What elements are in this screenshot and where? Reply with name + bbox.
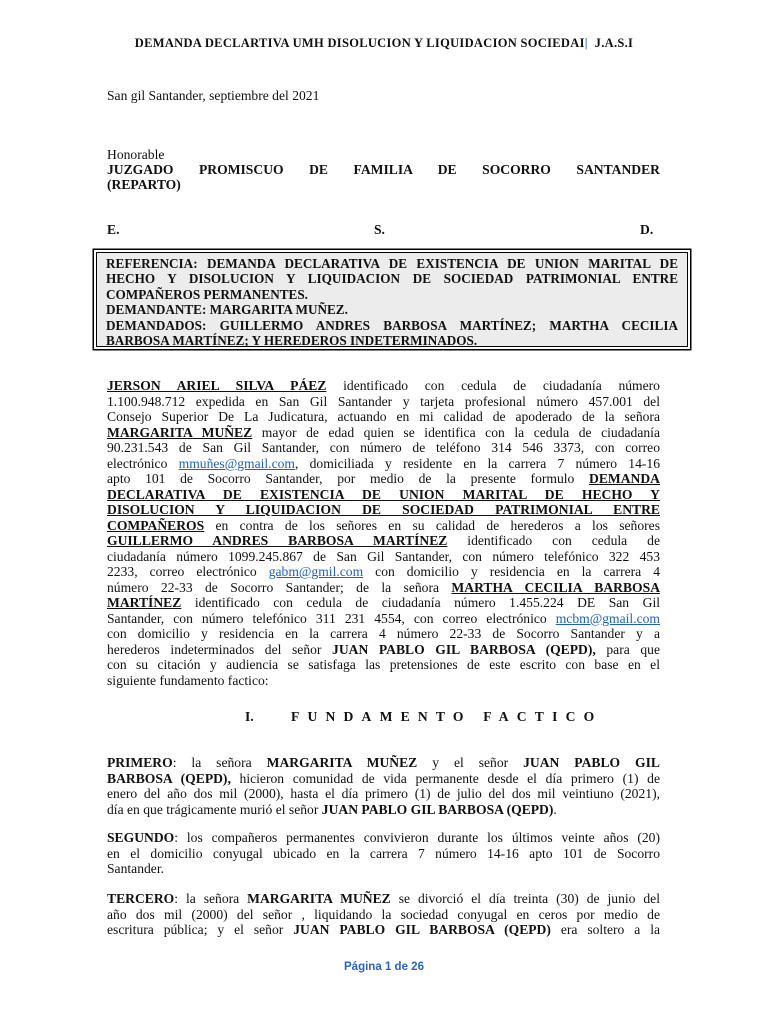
intro-text: ciudadanía número 1099.245.867 de San Gil Santander, con número telefónico 322 453 [107, 548, 660, 564]
fact-text: Santander. [107, 861, 165, 876]
page-current: 1 [384, 961, 392, 973]
page-label: Página [344, 961, 382, 973]
fact-text: : la señora [174, 891, 248, 906]
claim-title: DEMANDA [589, 471, 660, 486]
intro-paragraph [107, 378, 660, 688]
lawyer-name: JERSON ARIEL SILVA PÁEZ [107, 378, 327, 393]
intro-text: apto 101 de Socorro Santander, por medio de la presente formulo [107, 471, 590, 486]
reference-line: REFERENCIA: DEMANDA DECLARATIVA DE EXISTENCIA DE UNION MARITAL DE HECHO Y DISOLUCION Y LIQUIDACION DE SOCIEDAD PATRIMONIAL ENTRE COMPAÑEROS PERMANENTES. [106, 256, 678, 302]
page-of: de [394, 961, 408, 973]
person-name: MARGARITA MUÑEZ [247, 891, 391, 906]
fact-text: se divorció el día treinta (30) de junio del [390, 891, 660, 906]
court-name: JUZGADO PROMISCUO DE FAMILIA DE SOCORRO SANTANDER [107, 162, 660, 177]
fact-text: hicieron comunidad de vida permanente desde el día primero (1) de [230, 770, 660, 786]
fact-text: era soltero a la [550, 922, 660, 937]
header-title: DEMANDA DECLARTIVA UMH DISOLUCION Y LIQUIDACION SOCIEDAI [134, 36, 585, 50]
defendant-name: MARTÍNEZ [107, 595, 182, 610]
intro-text: 2233, correo electrónico [107, 564, 269, 579]
running-header [0, 36, 768, 51]
intro-text: , domiciliada y residente en la carrera 7 número 14-16 [294, 455, 661, 471]
intro-text: con domicilio y residencia en la carrera 4 número 22-33 de Socorro Santander y a [107, 626, 660, 641]
deceased-name: JUAN PABLO GIL BARBOSA (QEPD), [332, 641, 596, 657]
intro-text: siguiente fundamento factico: [107, 672, 269, 688]
fact-label: PRIMERO [107, 755, 173, 770]
defendant-email-link[interactable]: gabm@gmil.com [268, 564, 364, 579]
intro-text: con domicilio y residencia en la carrera 4 [363, 564, 660, 579]
fact-text: año dos mil (2000) del señor , liquidando la sociedad conyugal en ceros por medio de [107, 906, 660, 922]
page-footer [0, 961, 768, 973]
plaintiff-email-link[interactable]: mmuñes@gmail.com [178, 455, 295, 471]
fact-primero [107, 755, 660, 817]
fact-text: enero del año dos mil (2000), hasta el día primero (1) de julio del dos mil veintiuno (2021), [107, 786, 660, 801]
claim-title: COMPAÑEROS [107, 517, 205, 533]
plaintiff-line: DEMANDANTE: MARGARITA MUÑEZ. [106, 302, 348, 318]
intro-text: electrónico [107, 455, 179, 471]
intro-text: 1.100.948.712 expedida en San Gil Santander y tarjeta profesional número 457.001 del [107, 393, 660, 409]
intro-text: Consejo Superior De La Judicatura, actuando en mi calidad de apoderado de la señora [107, 409, 660, 424]
honorable-label: Honorable [107, 147, 165, 162]
fact-text: : los compañeros permanentes convivieron durante los últimos veinte años (20) [174, 830, 660, 845]
fact-text: día en que trágicamente murió el señor [107, 801, 322, 817]
intro-text: en contra de los señores en su calidad de herederos a los señores [204, 517, 660, 533]
section-title: FUNDAMENTO FACTICO [291, 709, 603, 724]
plaintiff-name: MARGARITA MUÑEZ [107, 424, 253, 440]
defendant-email-link-2[interactable]: mcbm@gmail.com [555, 610, 660, 626]
person-name: JUAN PABLO GIL BARBOSA (QEPD) [293, 922, 551, 937]
person-name: JUAN PABLO GIL [523, 755, 660, 770]
fact-text: y el señor [417, 755, 524, 770]
claim-title: DISOLUCION Y LIQUIDACION DE SOCIEDAD PATRIMONIAL ENTRE [107, 502, 660, 517]
fact-segundo [107, 830, 660, 877]
person-name: JUAN PABLO GIL BARBOSA (QEPD) [321, 801, 554, 817]
fact-text: . [553, 801, 557, 817]
header-separator: | [584, 36, 588, 50]
person-name: BARBOSA (QEPD), [107, 770, 231, 786]
fact-text: escritura pública; y el señor [107, 922, 294, 937]
intro-text: mayor de edad quien se identifica con la cedula de ciudadanía [252, 424, 660, 440]
intro-text: con su citación y audiencia se satisfaga las pretensiones de este escrito con base en el [107, 657, 660, 672]
reference-box [96, 252, 688, 347]
page-total: 26 [411, 961, 424, 973]
intro-text: identificado con cedula de [447, 533, 660, 548]
defendant-name: MARTHA CECILIA BARBOSA [451, 579, 661, 595]
defendants-line: DEMANDADOS: GUILLERMO ANDRES BARBOSA MARTÍNEZ; MARTHA CECILIA BARBOSA MARTÍNEZ; Y HEREDEROS INDETERMINADOS. [106, 317, 678, 349]
fact-label: TERCERO [107, 891, 175, 906]
esd-e: E. [107, 222, 120, 237]
fact-text: : la señora [172, 755, 267, 770]
defendant-name: GUILLERMO ANDRES BARBOSA MARTÍNEZ [107, 533, 448, 548]
intro-text: identificado con cedula de ciudadanía número 1.455.224 DE San Gil [181, 595, 660, 610]
person-name: MARGARITA MUÑEZ [266, 755, 418, 770]
intro-text: número 22-33 de Socorro Santander; de la señora [107, 579, 452, 595]
intro-text: herederos indeterminados del señor [107, 641, 333, 657]
claim-title: DECLARATIVA DE EXISTENCIA DE UNION MARITAL DE HECHO Y [107, 486, 660, 502]
fact-text: en el domicilio conyugal ubicado en la carrera 7 número 14-16 apto 101 de Socorro [107, 845, 660, 861]
fact-label: SEGUNDO [107, 830, 175, 845]
intro-text: Santander, con número telefónico 311 231 4554, con correo electrónico [107, 610, 556, 626]
intro-text: 90.231.543 de San Gil Santander, con número de teléfono 314 546 3373, con correo [107, 440, 660, 455]
header-initials: J.A.S.I [594, 36, 634, 50]
section-numeral: I. [245, 709, 254, 724]
intro-text: identificado con cedula de ciudadanía número [326, 378, 660, 393]
place-date: San gil Santander, septiembre del 2021 [107, 88, 320, 103]
reparto-label: (REPARTO) [107, 177, 181, 192]
intro-text: para que [595, 641, 660, 657]
fact-tercero [107, 891, 660, 938]
esd-s: S. [374, 222, 385, 237]
esd-d: D. [640, 222, 654, 237]
